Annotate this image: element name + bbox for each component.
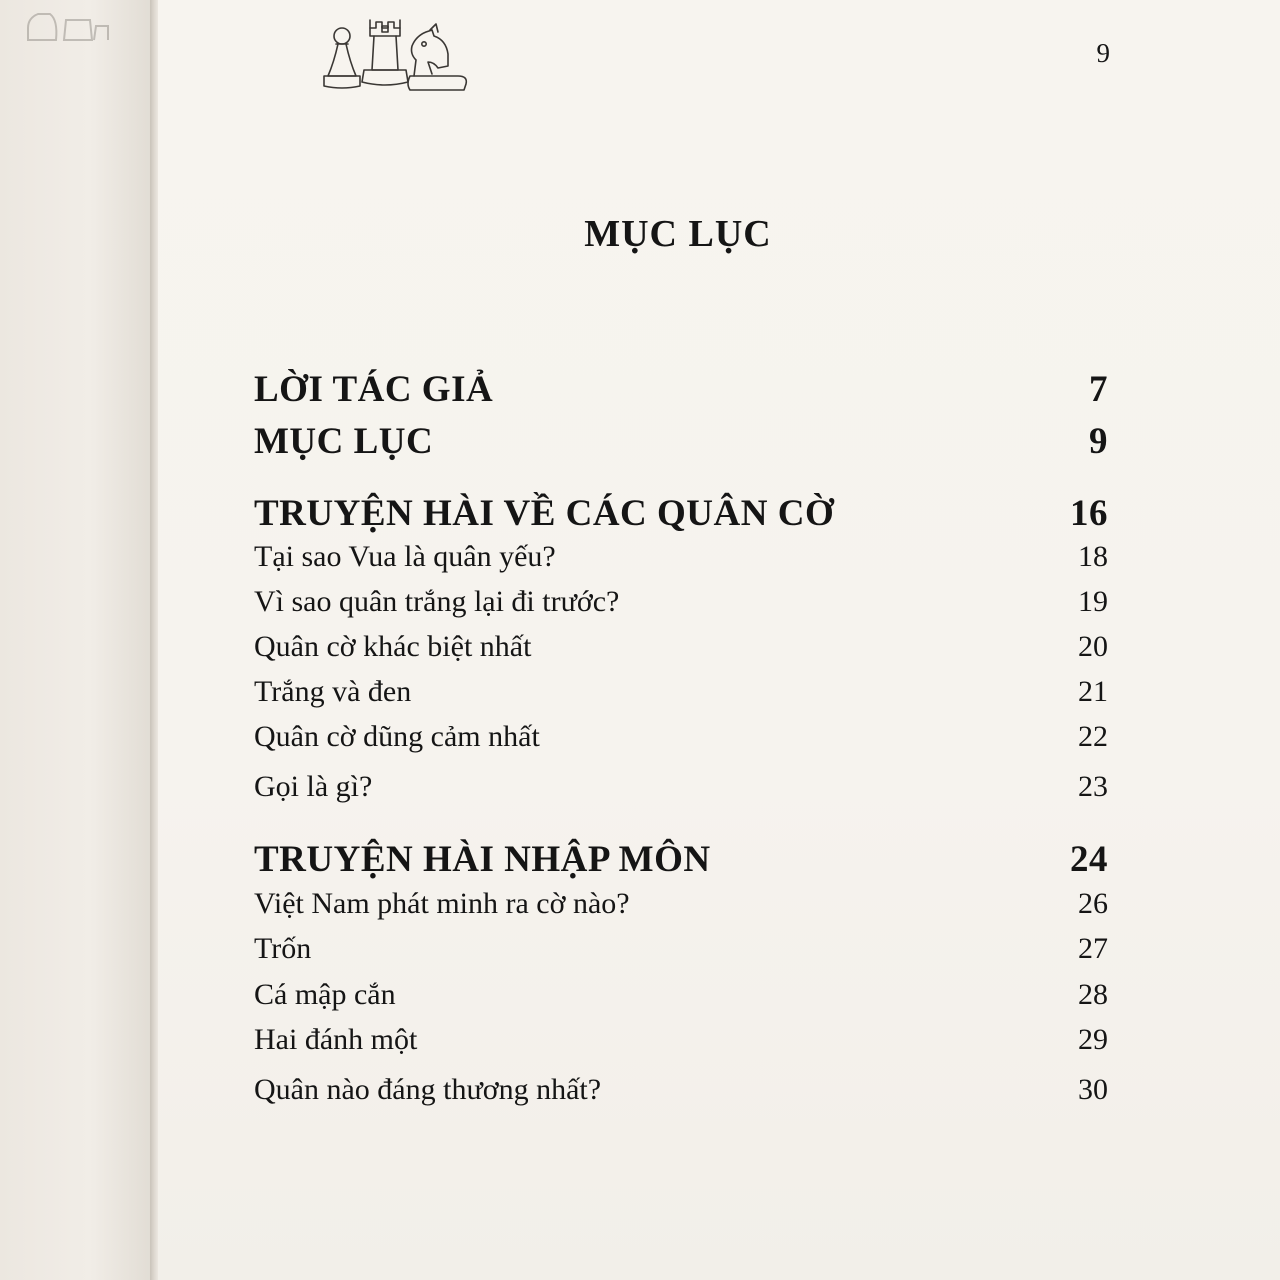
toc-entry [254,720,1108,754]
toc-entry-page: 24 [1070,839,1108,880]
toc-entry-page: 20 [1078,630,1108,663]
toc-entry [254,932,1108,966]
toc-entry-label: Quân cờ dũng cảm nhất [254,720,540,753]
toc-entry [254,887,1108,921]
toc-entry-label: TRUYỆN HÀI VỀ CÁC QUÂN CỜ [254,493,835,534]
toc-entry-label: Tại sao Vua là quân yếu? [254,540,556,573]
toc-entry [254,1023,1108,1057]
toc-entry-label: Việt Nam phát minh ra cờ nào? [254,887,630,920]
toc-entry-page: 22 [1078,720,1108,753]
toc-entry-page: 7 [1089,369,1108,410]
toc-entry [254,675,1108,709]
toc-entry-page: 9 [1089,421,1108,462]
toc-entry [254,1073,1108,1107]
toc-entry-page: 16 [1070,493,1108,534]
toc-entry [254,420,1108,463]
toc-entry-label: Vì sao quân trắng lại đi trước? [254,585,620,618]
toc-entry-label: MỤC LỤC [254,421,434,462]
toc-entry-label: Cá mập cắn [254,978,396,1011]
toc-entry [254,770,1108,804]
toc-entry-label: Trốn [254,932,312,965]
toc-entry-label: Quân cờ khác biệt nhất [254,630,532,663]
toc-section-heading [254,838,1108,881]
chess-pieces-icon [320,14,472,94]
toc-entry [254,585,1108,619]
toc-entry-label: Gọi là gì? [254,770,373,803]
toc-entry-page: 21 [1078,675,1108,708]
toc-entry-label: Quân nào đáng thương nhất? [254,1073,602,1106]
chess-pieces-icon [20,0,110,42]
toc-entry-page: 19 [1078,585,1108,618]
toc-section-heading [254,492,1108,535]
toc-entry-label: Trắng và đen [254,675,412,708]
toc-entry-page: 18 [1078,540,1108,573]
toc-entry-page: 23 [1078,770,1108,803]
toc-entry [254,540,1108,574]
page-number: 9 [1096,38,1110,68]
facing-page [0,0,150,1280]
toc-entry-page: 27 [1078,932,1108,965]
toc-entry [254,978,1108,1012]
toc-entry-label: Hai đánh một [254,1023,418,1056]
toc-entry-page: 30 [1078,1073,1108,1106]
toc-entry-page: 28 [1078,978,1108,1011]
toc-entry [254,368,1108,411]
page-title: MỤC LỤC [584,213,772,255]
toc-entry-label: TRUYỆN HÀI NHẬP MÔN [254,839,711,880]
toc-entry-page: 26 [1078,887,1108,920]
toc-entry-label: LỜI TÁC GIẢ [254,369,494,410]
toc-entry [254,630,1108,664]
toc-entry-page: 29 [1078,1023,1108,1056]
